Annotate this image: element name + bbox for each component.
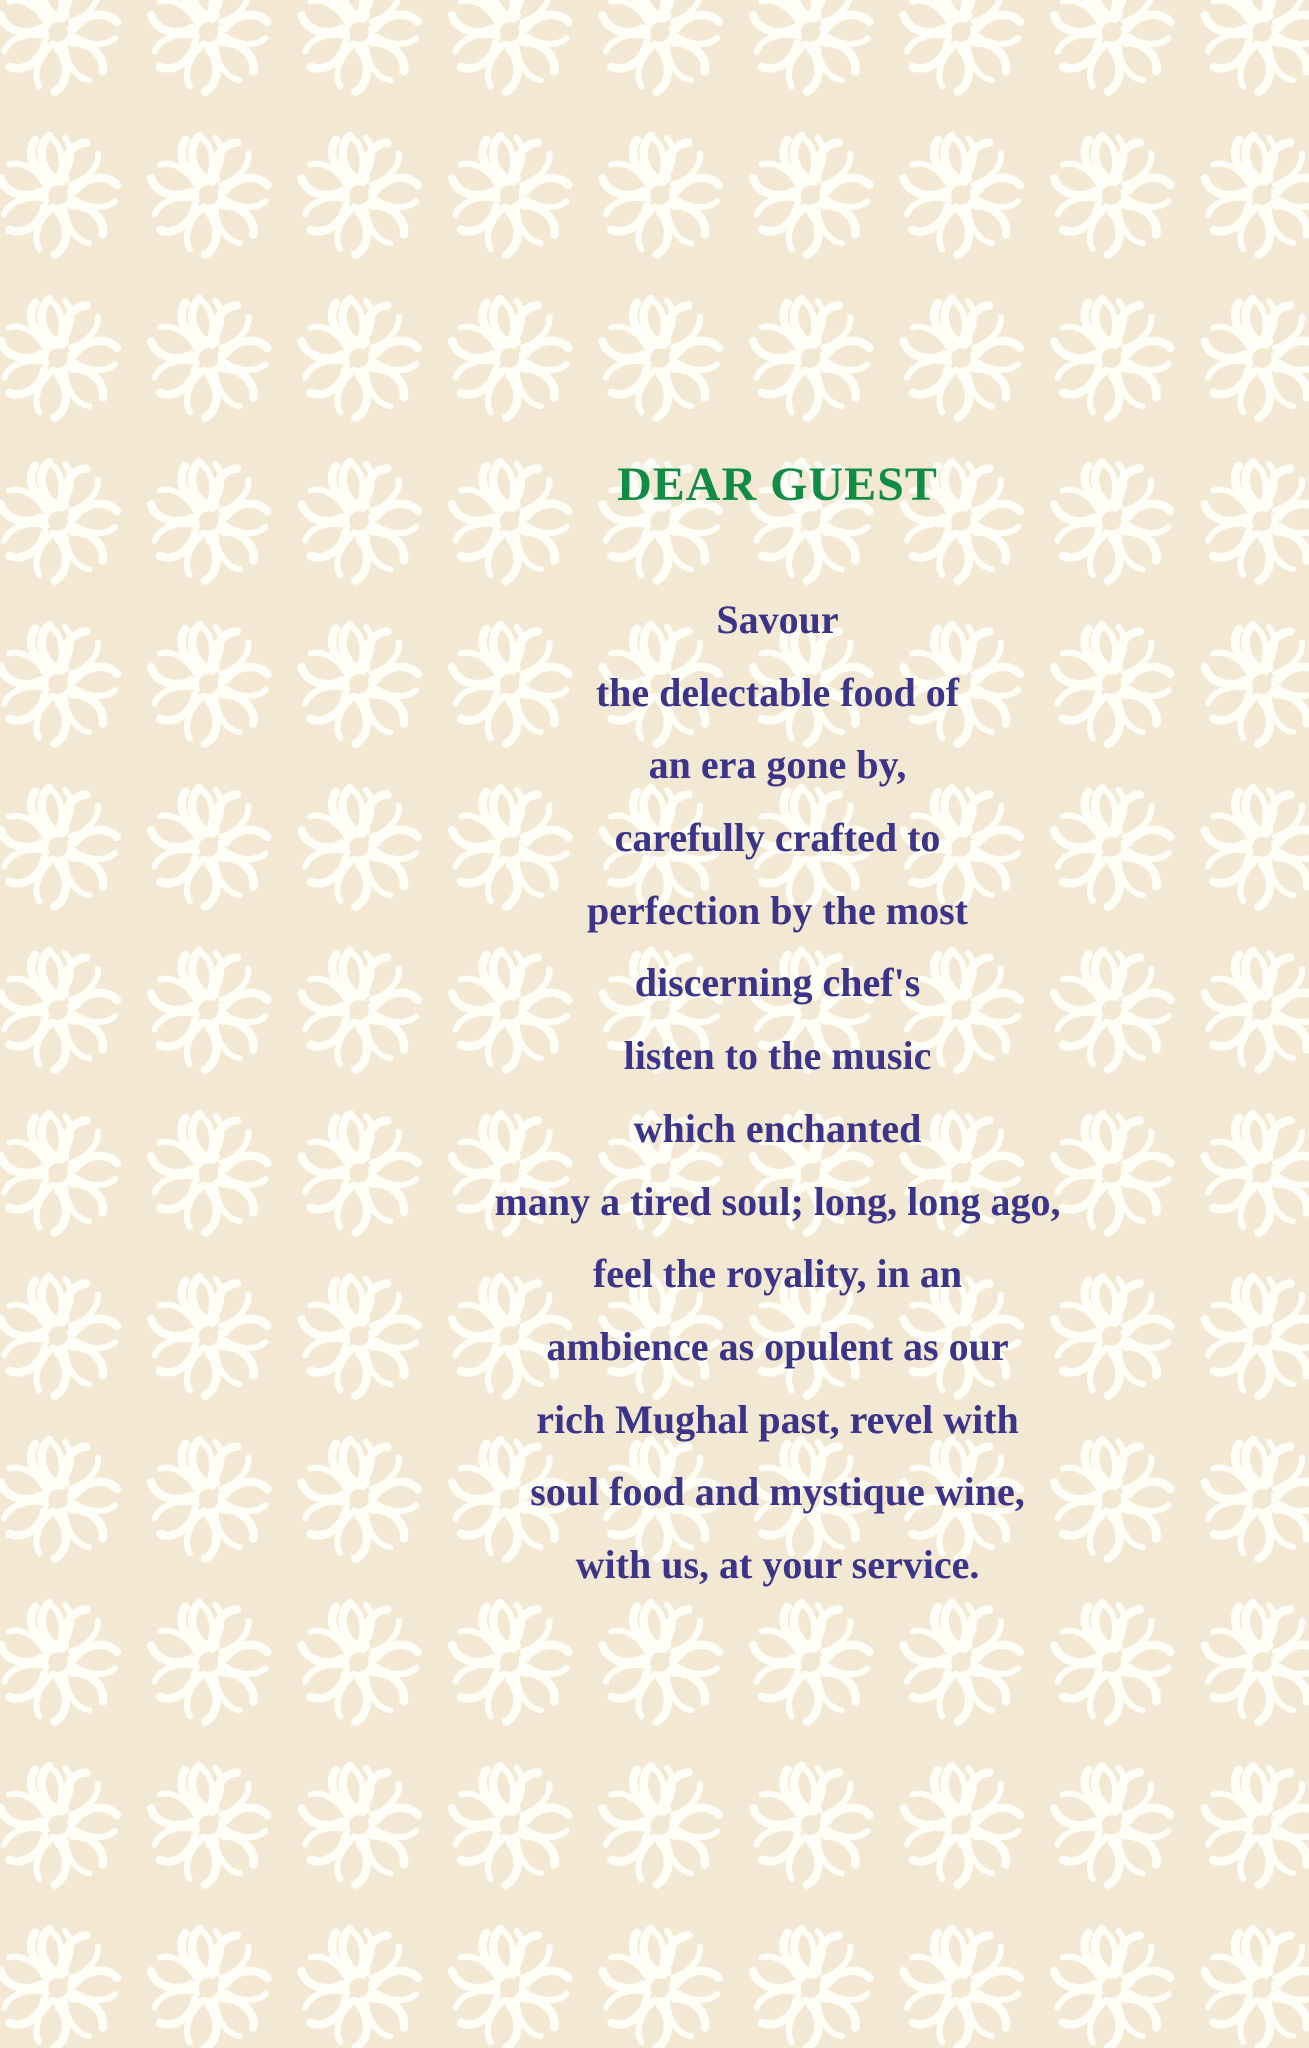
poem-line: the delectable food of [595, 669, 960, 715]
poem-line: Savour [716, 597, 839, 642]
poem-line: perfection by the most [586, 887, 969, 933]
poem-line: feel the royality, in an [592, 1251, 963, 1297]
poem-line: listen to the music [623, 1033, 932, 1079]
poem-line: carefully crafted to [614, 815, 941, 861]
poem-line: ambience as opulent as our [546, 1323, 1009, 1369]
poem-line: with us, at your service. [575, 1541, 980, 1587]
greeting-poem [246, 584, 1309, 1602]
poem-line: soul food and mystique wine, [530, 1469, 1025, 1515]
poem-line: an era gone by, [648, 742, 907, 788]
page-title: DEAR GUEST [617, 458, 938, 511]
poem-line: discerning chef's [634, 960, 921, 1006]
poem-line: rich Mughal past, revel with [536, 1396, 1019, 1442]
poem-line: many a tired soul; long, long ago, [494, 1178, 1061, 1224]
poem-line: which enchanted [633, 1105, 922, 1151]
greeting-block [246, 455, 1309, 1602]
